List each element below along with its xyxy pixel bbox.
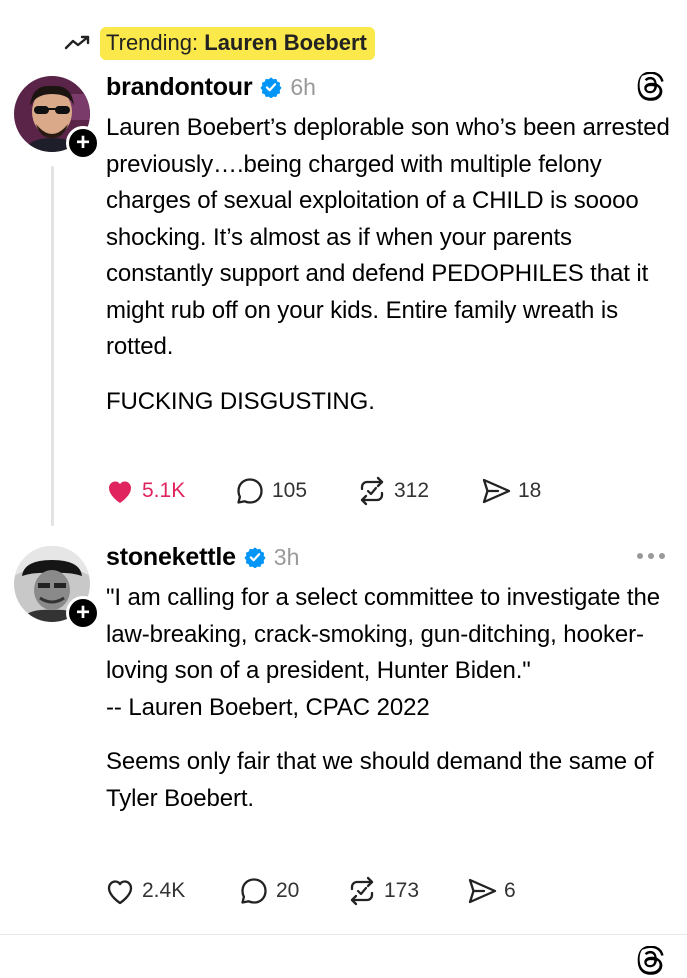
post-paragraph: "I am calling for a select committee to investigate the law-breaking, crack-smoking, gun-ditching, hooker-loving son of a president, Hunter Biden."	[106, 584, 660, 684]
repost-count: 173	[384, 879, 420, 902]
post-paragraph: -- Lauren Boebert, CPAC 2022	[106, 693, 430, 721]
share-button[interactable]	[466, 875, 546, 907]
heart-icon	[104, 875, 136, 907]
more-options-icon[interactable]	[636, 552, 666, 560]
feed-divider	[0, 934, 687, 935]
post-body	[106, 580, 676, 817]
post-paragraph: FUCKING DISGUSTING.	[106, 387, 375, 415]
reply-button[interactable]	[238, 875, 346, 907]
threads-logo-icon[interactable]	[636, 946, 668, 978]
trending-topic: Lauren Boebert	[204, 29, 367, 55]
repost-button[interactable]	[346, 875, 466, 907]
follow-plus-icon[interactable]: +	[66, 596, 100, 630]
post-header	[106, 540, 299, 574]
repost-icon	[346, 875, 378, 907]
comment-icon	[238, 875, 270, 907]
post-time: 3h	[273, 543, 300, 570]
share-count: 18	[518, 479, 542, 502]
post-time: 6h	[290, 73, 316, 100]
like-count: 2.4K	[142, 879, 186, 902]
username[interactable]: brandontour	[106, 72, 253, 101]
like-button[interactable]	[104, 875, 238, 907]
avatar-stonekettle[interactable]	[14, 546, 92, 624]
post-actions	[104, 874, 546, 908]
like-count: 5.1K	[142, 479, 186, 502]
post-paragraph: Lauren Boebert’s deplorable son who’s been arrested previously….being charged with multiple felony charges of sexual exploitation of a CHILD is soooo shocking. It’s almost as if when your parents constantly support and defend PEDOPHILES that it might rub off on your kids. Entire family wreath is rotted.	[106, 114, 670, 360]
post-paragraph: Seems only fair that we should demand the same of Tyler Boebert.	[106, 748, 654, 812]
verified-badge-icon	[244, 546, 266, 568]
repost-count: 312	[394, 479, 430, 502]
follow-plus-icon[interactable]: +	[66, 126, 100, 160]
share-count: 6	[504, 879, 516, 902]
trending-prefix: Trending:	[106, 29, 199, 55]
reply-count: 105	[272, 479, 308, 502]
share-icon	[466, 875, 498, 907]
reply-count: 20	[276, 879, 300, 902]
username[interactable]: stonekettle	[106, 542, 236, 571]
